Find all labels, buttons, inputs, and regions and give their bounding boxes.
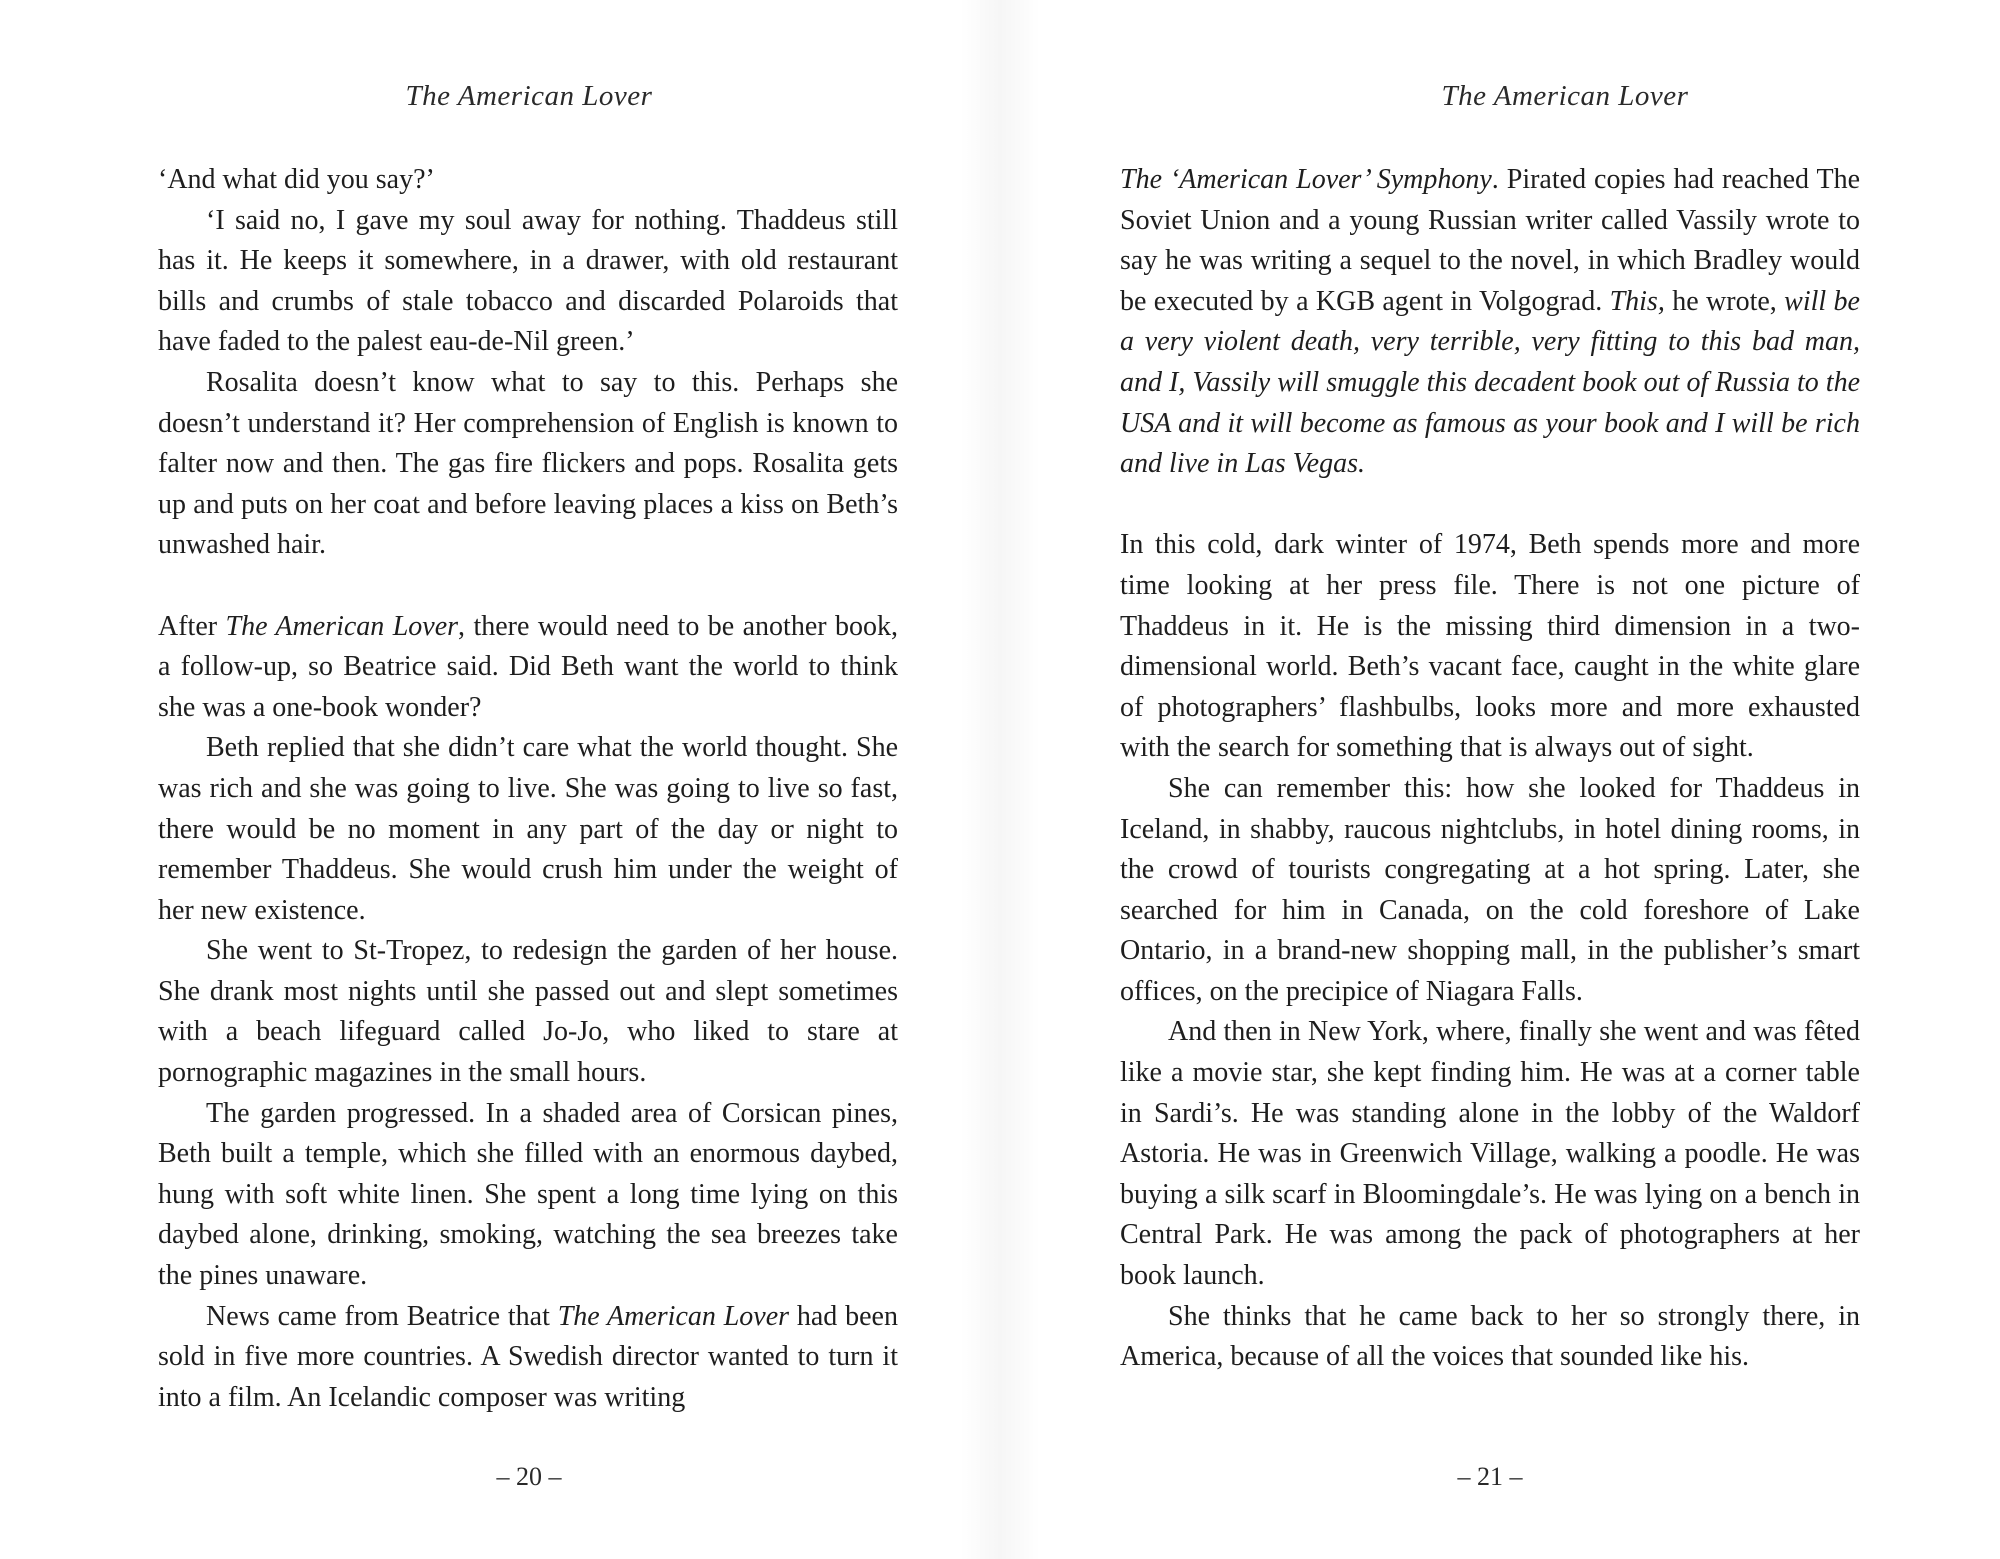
paragraph: She can remember this: how she looked for Thaddeus in Iceland, in shabby, raucous nightclubs, in hotel dining rooms, in the crowd of tourists congregating at a hot spring. Later, she searched for him in Canada, on the cold foreshore of Lake Ontario, in a brand-new shopping mall, in the publisher’s smart offices, on the precipice of Niagara Falls. [1120,772,1860,1007]
running-head: The American Lover [1441,80,1689,112]
right-page [1000,0,2000,1559]
paragraph: The garden progressed. In a shaded area of Corsican pines, Beth built a temple, which she filled with an enormous daybed, hung with soft white linen. She spent a long time lying on this daybed alone, drinking, smoking, watching the sea breezes take the pines unaware. [158,1097,898,1292]
paragraph: She thinks that he came back to her so strongly there, in America, because of all the voices that sounded like his. [1120,1300,1860,1373]
paragraph: ‘I said no, I gave my soul away for nothing. Thaddeus still has it. He keeps it somewhere, in a drawer, with old restaurant bills and crumbs of stale tobacco and discarded Polaroids that have faded to the palest eau-de-Nil green.’ [158,204,898,358]
body-text [1120,160,1860,1378]
paragraph: In this cold, dark winter of 1974, Beth spends more and more time looking at her press file. There is not one picture of Thaddeus in it. He is the missing third dimension in a two-dimensional world. Beth’s vacant face, caught in the white glare of photographers’ flashbulbs, looks more and more exhausted with the search for something that is always out of sight. [1120,529,1860,764]
body-text [158,160,898,1418]
paragraph: The ‘American Lover’ Symphony. Pirated copies had reached The Soviet Union and a young Russian writer called Vassily wrote to say he was writing a sequel to the novel, in which Bradley would be executed by a KGB agent in Volgograd. This, he wrote, will be a very violent death, very terrible, very fitting to this bad man, and I, Vassily will smuggle this decadent book out of Russia to the USA and it will become as famous as your book and I will be rich and live in Las Vegas. [1120,164,1860,480]
paragraph: After The American Lover, there would need to be another book, a follow-up, so Beatrice said. Did Beth want the world to think she was a one-book wonder? [158,610,899,723]
paragraph: Beth replied that she didn’t care what the world thought. She was rich and she was going to live. She was going to live so fast, there would be no moment in any part of the day or night to remember Thaddeus. She would crush him under the weight of her new existence. [158,732,898,926]
running-head: The American Lover [405,80,653,112]
paragraph: Rosalita doesn’t know what to say to this. Perhaps she doesn’t understand it? Her comprehension of English is known to falter now and then. The gas fire flickers and pops. Rosalita gets up and puts on her coat and before leaving places a kiss on Beth’s unwashed hair. [158,366,898,561]
paragraph: ‘And what did you say?’ [158,164,435,195]
paragraph: And then in New York, where, finally she went and was fêted like a movie star, she kept finding him. He was at a corner table in Sardi’s. He was standing alone in the lobby of the Waldorf Astoria. He was in Greenwich Village, walking a poodle. He was buying a silk scarf in Bloomingdale’s. He was lying on a bench in Central Park. He was among the pack of photographers at her book launch. [1120,1016,1860,1292]
page-number: – 20 – [496,1462,562,1491]
paragraph: News came from Beatrice that The American Lover had been sold in five more countries. A Swedish director wanted to turn it into a film. An Icelandic composer was writing [158,1300,898,1413]
page-number: – 21 – [1457,1462,1523,1491]
paragraph: She went to St-Tropez, to redesign the garden of her house. She drank most nights until she passed out and slept sometimes with a beach lifeguard called Jo-Jo, who liked to stare at pornographic magazines in the small hours. [158,935,898,1089]
